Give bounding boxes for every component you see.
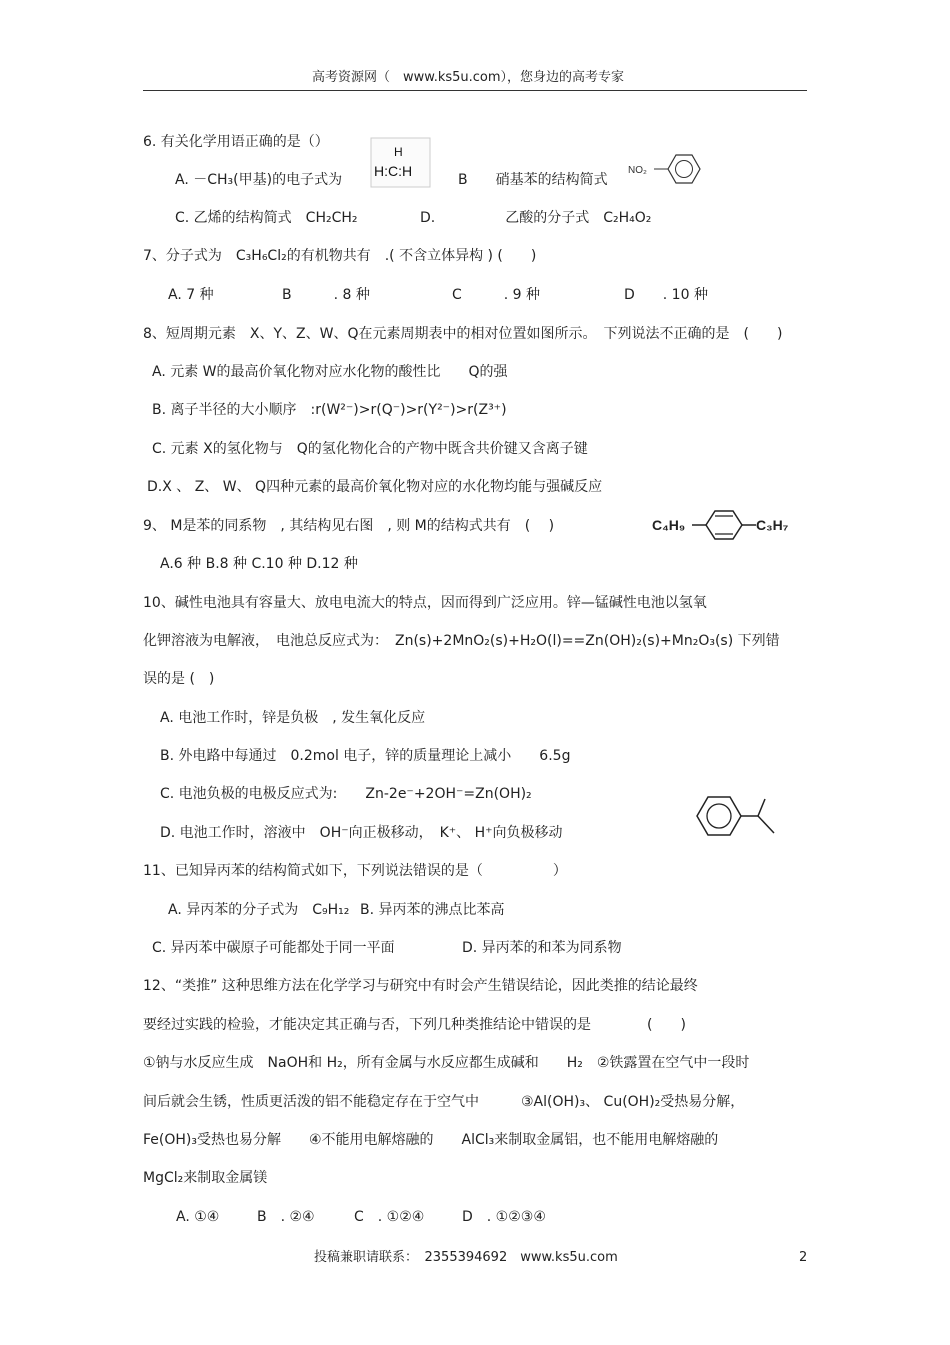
benzene-homolog-structure: [652, 508, 812, 542]
q9-stem: 9、 M是苯的同系物 , 其结构见右图 , 则 M的结构式共有 ( ): [143, 518, 555, 534]
q8-stem: 8、短周期元素 X、Y、Z、W、Q在元素周期表中的相对位置如图所示。 下列说法不正确的是 ( ): [143, 326, 783, 342]
q9-options: A.6 种 B.8 种 C.10 种 D.12 种: [160, 556, 358, 572]
q12-option-a: A. ①④: [176, 1209, 220, 1225]
methyl-lewis-structure: [371, 138, 431, 188]
q11-option-d: D. 异丙苯的和苯为同系物: [462, 940, 622, 956]
q10-option-d: D. 电池工作时，溶液中 OH⁻向正极移动， K⁺、 H⁺向负极移动: [160, 825, 563, 841]
q12-line6: MgCl₂来制取金属镁: [143, 1170, 268, 1186]
q8-option-a: A. 元素 W的最高价氧化物对应水化物的酸性比 Q的强: [152, 364, 508, 380]
q12-line3: ①钠与水反应生成 NaOH和 H₂，所有金属与水反应都生成碱和 H₂ ②铁露置在空气中一段时: [143, 1055, 750, 1071]
q10-line1: 10、碱性电池具有容量大、放电电流大的特点，因而得到广泛应用。锌—锰碱性电池以氢氧: [143, 595, 707, 611]
q11-option-a: A. 异丙苯的分子式为 C₉H₁₂: [168, 902, 350, 918]
q7-stem: 7、分子式为 C₃H₆Cl₂的有机物共有 .( 不含立体异构 ) ( ): [143, 248, 537, 264]
q12-option-c: C . ①②④: [354, 1209, 425, 1225]
lewis-top-h: H: [394, 145, 403, 159]
q10-option-a: A. 电池工作时，锌是负极 , 发生氧化反应: [160, 710, 426, 726]
q6-option-c: C. 乙烯的结构简式 CH₂CH₂: [175, 210, 358, 226]
nitro-label: NO₂: [628, 165, 647, 176]
q8-option-d: D.X 、 Z、 W、 Q四种元素的最高价氧化物对应的水化物均能与强碱反应: [147, 479, 603, 495]
q10-option-b: B. 外电路中每通过 0.2mol 电子，锌的质量理论上减小 6.5g: [160, 748, 571, 764]
q12-line2: 要经过实践的检验，才能决定其正确与否，下列几种类推结论中错误的是 ( ): [143, 1017, 686, 1033]
left-group-label: C₄H₉: [652, 517, 686, 533]
q11-stem: 11、已知异丙苯的结构简式如下，下列说法错误的是（ ）: [143, 863, 567, 879]
q6-option-d: D. 乙酸的分子式 C₂H₄O₂: [420, 210, 652, 226]
q6-option-a: A. －CH₃(甲基)的电子式为: [175, 172, 343, 188]
page-header: 高考资源网（ www.ks5u.com），您身边的高考专家: [312, 70, 625, 85]
q7-option-b: B . 8 种: [282, 287, 370, 303]
q12-line5: Fe(OH)₃受热也易分解 ④不能用电解熔融的 AlCl₃来制取金属铝，也不能用电解熔融的: [143, 1132, 719, 1148]
q6-option-b: B 硝基苯的结构简式: [458, 172, 608, 188]
q11-option-b: B. 异丙苯的沸点比苯高: [360, 902, 505, 918]
q10-line3: 误的是 ( ): [143, 671, 215, 687]
q7-option-a: A. 7 种: [168, 287, 214, 303]
isopropylbenzene-structure: [694, 793, 778, 839]
q6-stem: 6. 有关化学用语正确的是（）: [143, 134, 329, 150]
q12-option-b: B . ②④: [257, 1209, 315, 1225]
page-number: 2: [799, 1250, 808, 1265]
right-group-label: C₃H₇: [756, 517, 789, 533]
q11-option-c: C. 异丙苯中碳原子可能都处于同一平面: [152, 940, 395, 956]
q12-line1: 12、“类推” 这种思维方法在化学学习与研究中有时会产生错误结论，因此类推的结论最终: [143, 978, 698, 994]
q8-option-b: B. 离子半径的大小顺序 :r(W²⁻)>r(Q⁻)>r(Y²⁻)>r(Z³⁺): [152, 402, 507, 418]
q10-line2: 化钾溶液为电解液， 电池总反应式为： Zn(s)+2MnO₂(s)+H₂O(l)==Zn(OH)₂(s)+Mn₂O₃(s) 下列错: [143, 633, 780, 649]
nitrobenzene-structure: [628, 150, 710, 186]
lewis-mid: H:C:H: [374, 163, 413, 179]
q10-option-c: C. 电池负极的电极反应式为: Zn-2e⁻+2OH⁻=Zn(OH)₂: [160, 786, 532, 802]
q12-line4: 间后就会生锈，性质更活泼的铝不能稳定存在于空气中 ③Al(OH)₃、 Cu(OH)₂受热易分解，: [143, 1094, 745, 1110]
q7-option-d: D . 10 种: [624, 287, 708, 303]
header-divider: [143, 90, 807, 91]
q7-option-c: C . 9 种: [452, 287, 541, 303]
page-footer: 投稿兼职请联系： 2355394692 www.ks5u.com: [314, 1250, 618, 1265]
q12-option-d: D . ①②③④: [462, 1209, 546, 1225]
q8-option-c: C. 元素 X的氢化物与 Q的氢化物化合的产物中既含共价键又含离子键: [152, 441, 588, 457]
